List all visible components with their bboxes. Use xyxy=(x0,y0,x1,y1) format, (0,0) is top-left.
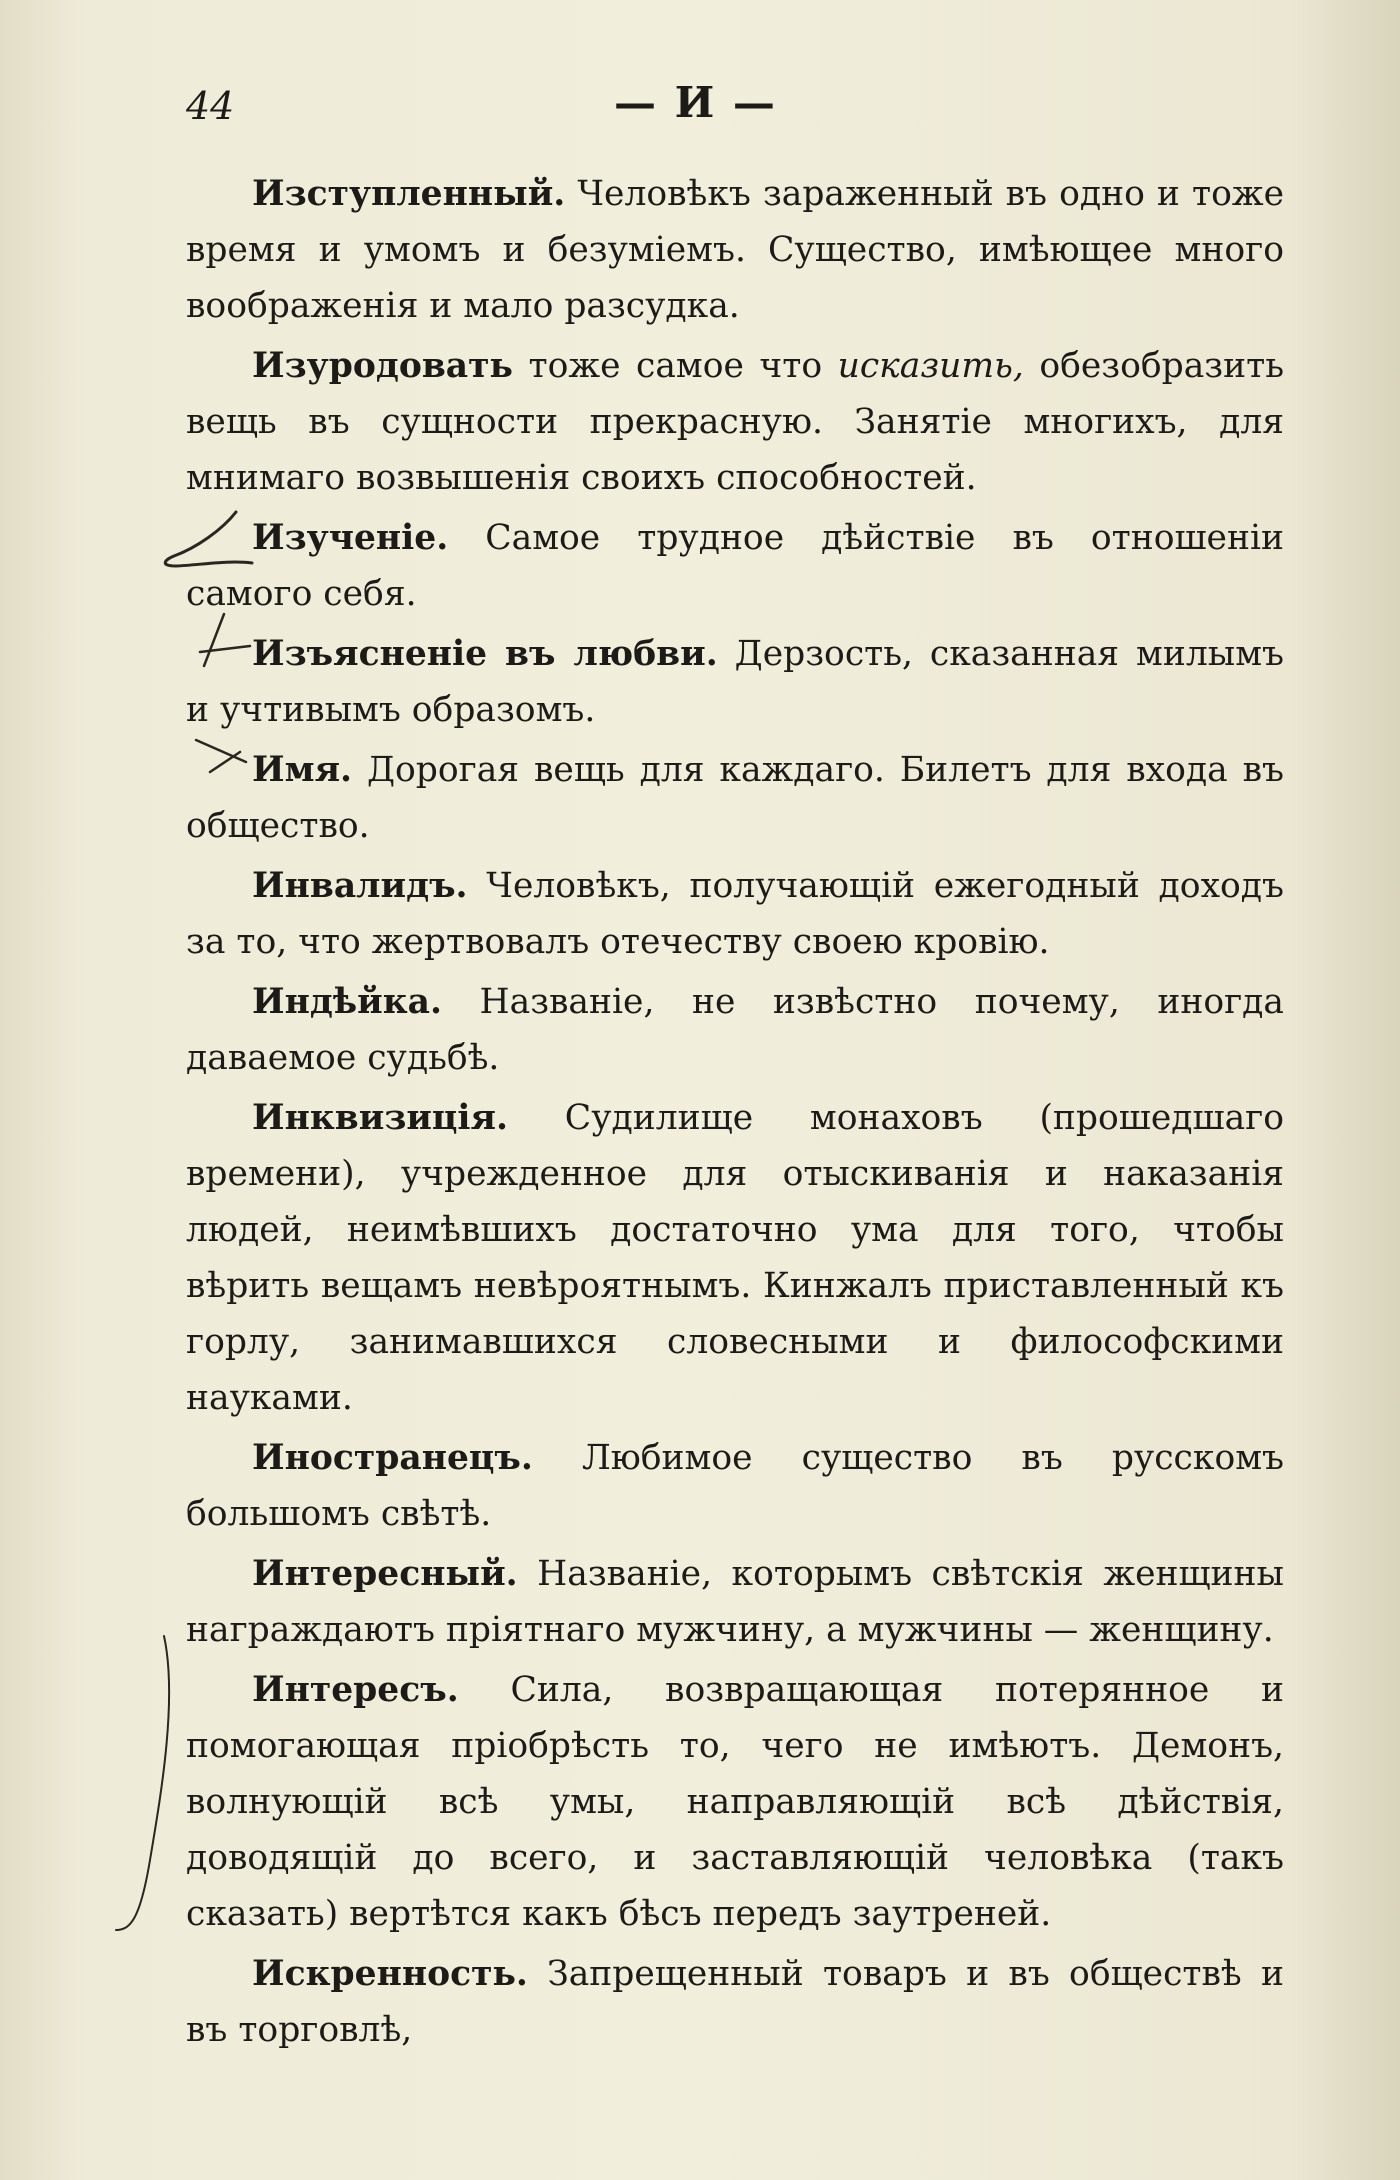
entry-definition: Названіе, которымъ свѣтскія женщины награждаютъ пріятнаго мужчину, а мужчины — женщину. xyxy=(186,1554,1284,1650)
entry-term: Изъясненіе въ любви. xyxy=(252,634,718,674)
entry-term: Индѣйка. xyxy=(252,982,442,1022)
dictionary-entry xyxy=(186,858,1284,974)
entry-definition-italic: исказить, xyxy=(837,346,1024,386)
entry-term: Инквизиція. xyxy=(252,1098,509,1138)
dictionary-entries xyxy=(186,166,1284,2062)
dictionary-entry xyxy=(186,742,1284,858)
pencil-margin-bracket xyxy=(116,1636,169,1930)
entry-definition: Запрещенный товаръ и въ обществѣ и въ торговлѣ, xyxy=(186,1954,1284,2050)
dictionary-entry xyxy=(186,1946,1284,2062)
dictionary-entry xyxy=(186,626,1284,742)
entry-definition: Самое трудное дѣйствіе въ отношеніи самого себя. xyxy=(186,518,1284,614)
dictionary-entry xyxy=(186,1090,1284,1430)
dictionary-entry xyxy=(186,338,1284,510)
entry-definition: Названіе, не извѣстно почему, иногда даваемое судьбѣ. xyxy=(186,982,1284,1078)
entry-definition: Дерзость, сказанная милымъ и учтивымъ образомъ. xyxy=(186,634,1284,730)
dictionary-entry xyxy=(186,1430,1284,1546)
running-head: — И — xyxy=(614,78,777,127)
dictionary-entry xyxy=(186,1662,1284,1946)
page-header xyxy=(0,78,1400,138)
entry-term: Интересъ. xyxy=(252,1670,459,1710)
dictionary-entry xyxy=(186,1546,1284,1662)
entry-term: Интересный. xyxy=(252,1554,518,1594)
entry-term: Искренность. xyxy=(252,1954,528,1994)
entry-term: Инвалидъ. xyxy=(252,866,468,906)
entry-definition: тоже самое что xyxy=(512,346,838,386)
entry-definition: обезобразить вещь въ сущности прекрасную. Занятіе многихъ, для мнимаго возвышенія своихъ способностей. xyxy=(186,346,1284,498)
page-number: 44 xyxy=(186,84,235,128)
entry-term: Изуродовать xyxy=(252,346,513,386)
dictionary-entry xyxy=(186,166,1284,338)
entry-definition: Человѣкъ зараженный въ одно и тоже время и умомъ и безуміемъ. Существо, имѣющее много воображенія и мало разсудка. xyxy=(186,174,1284,326)
dictionary-entry xyxy=(186,510,1284,626)
dictionary-entry xyxy=(186,974,1284,1090)
entry-definition: Сила, возвращающая потерянное и помогающая пріобрѣсть то, чего не имѣютъ. Демонъ, волнующій всѣ умы, направляющій всѣ дѣйствія, доводящій до всего, и заставляющій человѣка (такъ сказать) вертѣтся какъ бѣсъ передъ заутреней. xyxy=(186,1670,1284,1934)
entry-term: Изступленный. xyxy=(252,174,566,214)
entry-definition: Дорогая вещь для каждаго. Билетъ для входа въ общество. xyxy=(186,750,1284,846)
entry-definition: Любимое существо въ русскомъ большомъ свѣтѣ. xyxy=(186,1438,1284,1534)
entry-term: Изученіе. xyxy=(252,518,449,558)
entry-term: Имя. xyxy=(252,750,353,790)
entry-definition: Человѣкъ, получающій ежегодный доходъ за то, что жертвовалъ отечеству своею кровію. xyxy=(186,866,1284,962)
entry-term: Иностранецъ. xyxy=(252,1438,533,1478)
entry-definition: Судилище монаховъ (прошедшаго времени), учрежденное для отыскиванія и наказанія людей, неимѣвшихъ достаточно ума для того, чтобы вѣрить вещамъ невѣроятнымъ. Кинжалъ приставленный къ горлу, занимавшихся словесными и философскими науками. xyxy=(186,1098,1284,1418)
